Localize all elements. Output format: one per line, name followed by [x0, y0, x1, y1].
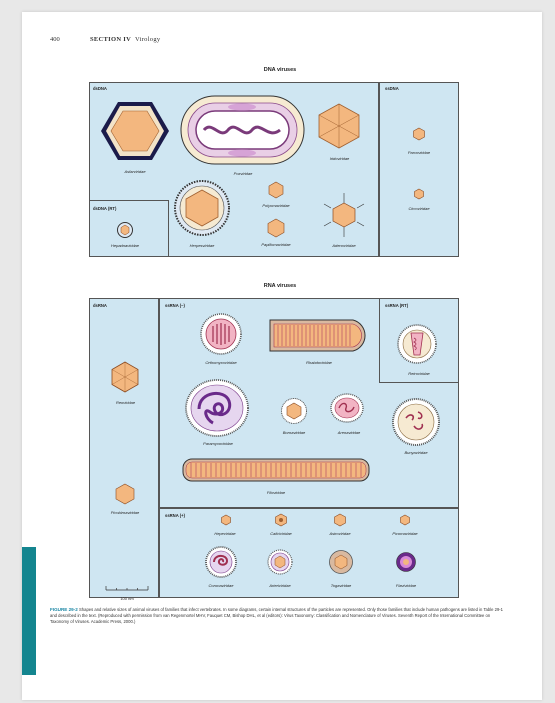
arenaviridae-particle — [330, 393, 364, 423]
ssdna-label: ssDNA — [385, 86, 399, 91]
hepadnaviridae-particle — [117, 222, 133, 238]
ssrna-rt-label: ssRNA (RT) — [385, 303, 409, 308]
poxviridae-name: Poxviridae — [233, 171, 253, 176]
iridoviridae-name: Iridoviridae — [329, 156, 350, 161]
adenoviridae-particle — [322, 193, 366, 237]
dna-viruses-title: DNA viruses — [263, 67, 297, 73]
dsdna-rt-label: dsDNA (RT) — [93, 206, 117, 211]
polyomaviridae-name: Polyomaviridae — [262, 203, 290, 208]
astroviridae-name: Astroviridae — [329, 531, 351, 536]
figure-caption-text: Shapes and relative sizes of animal viruses of families that infect vertebrates. In some diagrams, certain internal structures of the particles are represented. Only those families that include human pathogens are listed in Table 29-1 and described in the text. (Reproduced with permission from van Regenmortel MHV, Fauquet CM, Bishop DHL, et al (editors): Virus Taxonomy: Classification and Nomenclature of Viruses. Seventh Report of the International Committee on Taxonomy of Viruses. Academic Press, 2000.) — [50, 607, 504, 624]
figure-label: FIGURE 29-2 — [50, 607, 78, 612]
togaviridae-particle — [329, 550, 353, 574]
scale-bar-ruler — [105, 585, 149, 591]
flaviviridae-particle — [396, 552, 416, 572]
rna-viruses-title: RNA viruses — [263, 283, 297, 289]
retroviridae-name: Retroviridae — [408, 371, 430, 376]
papillomaviridae-particle — [267, 219, 285, 237]
picobirnaviridae-name: Picobirnaviridae — [110, 510, 140, 515]
picobirnaviridae-particle — [115, 484, 135, 504]
ssdna-panel — [379, 82, 459, 257]
ssrna-pos-label: ssRNA (+) — [165, 513, 185, 518]
caliciviridae-particle — [275, 514, 287, 526]
bunyaviridae-name: Bunyaviridae — [404, 450, 428, 455]
herpesviridae-particle — [174, 180, 230, 236]
bornaviridae-name: Bornaviridae — [282, 430, 306, 435]
dsrna-panel — [89, 298, 159, 598]
circoviridae-particle — [414, 189, 424, 199]
hepeviridae-particle — [221, 515, 231, 525]
arteriviridae-name: Arteriviridae — [269, 583, 291, 588]
section-topic: Virology — [134, 36, 161, 43]
arenaviridae-name: Arenaviridae — [337, 430, 361, 435]
coronaviridae-name: Coronaviridae — [208, 583, 234, 588]
scale-bar-label: 100 nm — [120, 596, 134, 601]
dsdna-label: dsDNA — [93, 86, 107, 91]
arteriviridae-particle — [267, 549, 293, 575]
paramyxoviridae-name: Paramyxoviridae — [203, 441, 233, 446]
parvoviridae-name: Parvoviridae — [407, 150, 431, 155]
polyomaviridae-particle — [268, 182, 284, 198]
filoviridae-particle — [182, 458, 370, 482]
orthomyxoviridae-name: Orthomyxoviridae — [205, 360, 237, 365]
paramyxoviridae-particle — [185, 379, 249, 437]
running-header — [50, 36, 161, 43]
filoviridae-name: Filoviridae — [266, 490, 286, 495]
coronaviridae-particle — [205, 546, 237, 578]
adenoviridae-name: Adenoviridae — [332, 243, 356, 248]
retroviridae-particle — [397, 324, 437, 364]
bornaviridae-particle — [281, 398, 307, 424]
reoviridae-particle — [110, 362, 140, 392]
asfarviridae-name: Asfarviridae — [124, 169, 146, 174]
rhabdoviridae-particle — [268, 318, 372, 353]
asfarviridae-particle — [100, 100, 170, 162]
ssrna-neg-label: ssRNA (–) — [165, 303, 185, 308]
rhabdoviridae-name: Rhabdoviridae — [306, 360, 332, 365]
page-edge-tab — [22, 547, 36, 675]
section-label: SECTION IV — [90, 36, 132, 43]
picornaviridae-name: Picornaviridae — [392, 531, 418, 536]
page-number: 400 — [50, 36, 60, 43]
parvoviridae-particle — [413, 128, 425, 140]
scale-bar — [105, 578, 149, 601]
bunyaviridae-particle — [392, 398, 440, 446]
iridoviridae-particle — [318, 103, 360, 149]
hepadnaviridae-name: Hepadnaviridae — [110, 243, 140, 248]
picornaviridae-particle — [400, 515, 410, 525]
orthomyxoviridae-particle — [200, 313, 242, 355]
poxviridae-particle — [180, 95, 305, 165]
circoviridae-name: Circoviridae — [408, 206, 430, 211]
caliciviridae-name: Caliciviridae — [270, 531, 292, 536]
togaviridae-name: Togaviridae — [330, 583, 352, 588]
figure-caption — [50, 607, 510, 625]
reoviridae-name: Reoviridae — [115, 400, 136, 405]
herpesviridae-name: Herpesviridae — [189, 243, 215, 248]
dsrna-label: dsRNA — [93, 303, 107, 308]
astroviridae-particle — [334, 514, 346, 526]
flaviviridae-name: Flaviviridae — [395, 583, 417, 588]
hepeviridae-name: Hepeviridae — [214, 531, 236, 536]
papillomaviridae-name: Papillomaviridae — [261, 242, 291, 247]
